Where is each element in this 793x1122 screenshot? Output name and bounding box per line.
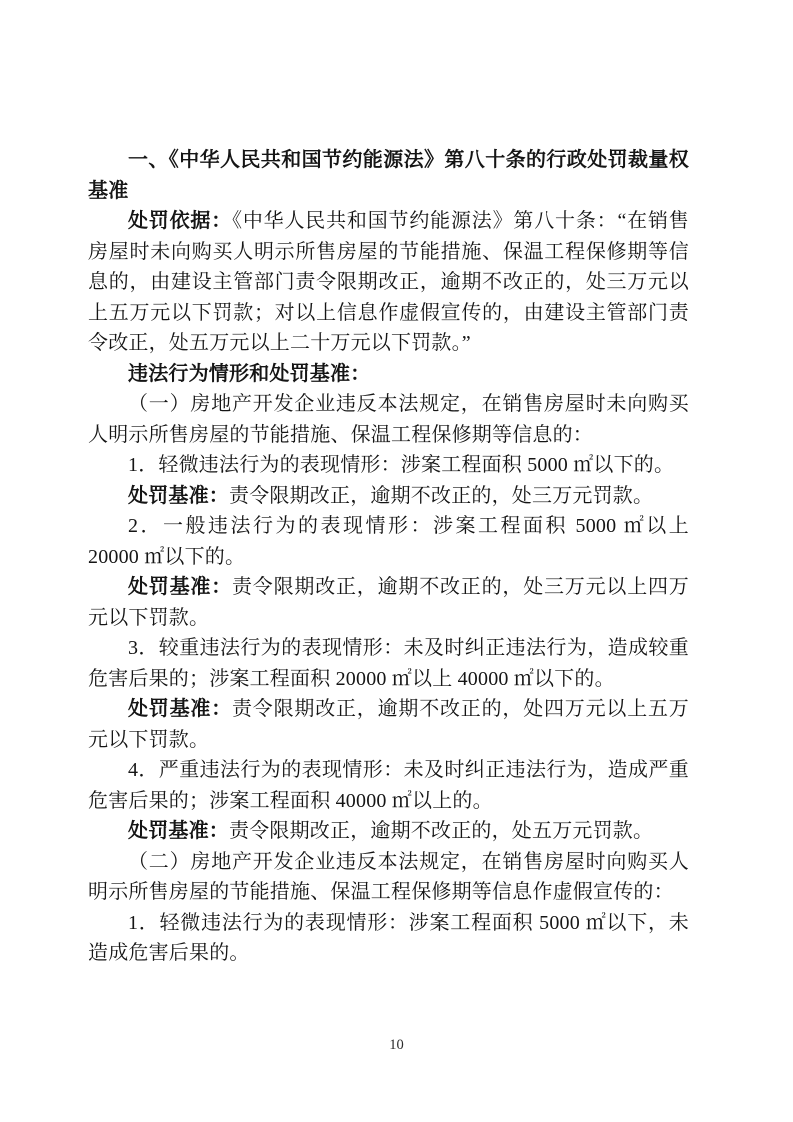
paragraph-text: 2．一般违法行为的表现情形：涉案工程面积 5000 ㎡以上 20000 ㎡以下的。	[88, 515, 689, 568]
paragraph-label: 处罚基准：	[128, 576, 232, 598]
section-heading-text: 一、《中华人民共和国节约能源法》第八十条的行政处罚裁量权基准	[88, 149, 689, 202]
paragraph-penalty-basis	[88, 206, 689, 359]
section-heading	[88, 145, 689, 206]
paragraph-text: 责令限期改正，逾期不改正的，处五万元罚款。	[229, 820, 654, 842]
paragraph-text: 《中华人民共和国节约能源法》第八十条：“在销售房屋时未向购买人明示所售房屋的节能措施、保温工程保修期等信息的，由建设主管部门责令限期改正，逾期不改正的，处三万元以上五万元以下罚款；对以上信息作虚假宣传的，由建设主管部门责令改正，处五万元以上二十万元以下罚款。”	[88, 210, 689, 354]
paragraph-case1-intro	[88, 389, 689, 450]
document-content	[88, 145, 689, 969]
paragraph-case1-item1-minor	[88, 450, 689, 481]
paragraph-text: （一）房地产开发企业违反本法规定，在销售房屋时未向购买人明示所售房屋的节能措施、保温工程保修期等信息的：	[88, 393, 689, 446]
paragraph-label: 处罚基准：	[128, 484, 229, 507]
paragraph-label: 处罚基准：	[128, 820, 229, 842]
paragraph-text: 3．较重违法行为的表现情形：未及时纠正违法行为，造成较重危害后果的；涉案工程面积 20000 ㎡以上 40000 ㎡以下的。	[88, 637, 689, 690]
paragraph-case1-item3-penalty	[88, 694, 689, 755]
paragraph-case2-item1-minor	[88, 908, 689, 969]
paragraph-text: 责令限期改正，逾期不改正的，处三万元以上四万元以下罚款。	[88, 576, 689, 629]
paragraph-text: 1．轻微违法行为的表现情形：涉案工程面积 5000 ㎡以下，未造成危害后果的。	[88, 911, 689, 964]
paragraph-situations-heading	[88, 359, 689, 390]
paragraph-label: 处罚基准：	[128, 698, 232, 720]
paragraph-text: 4．严重违法行为的表现情形：未及时纠正违法行为，造成严重危害后果的；涉案工程面积 40000 ㎡以上的。	[88, 759, 689, 812]
paragraph-case1-item4-severe	[88, 755, 689, 816]
paragraph-case1-item4-penalty	[88, 816, 689, 847]
paragraph-case2-intro	[88, 847, 689, 908]
paragraph-case1-item1-penalty	[88, 481, 689, 512]
page-number: 10	[389, 1037, 404, 1053]
paragraph-label: 处罚依据：	[128, 210, 233, 232]
paragraph-case1-item2-general	[88, 511, 689, 572]
paragraph-case1-item3-serious	[88, 633, 689, 694]
paragraph-text: 责令限期改正，逾期不改正的，处三万元罚款。	[229, 484, 654, 507]
paragraph-text: 1．轻微违法行为的表现情形：涉案工程面积 5000 ㎡以下的。	[128, 454, 675, 476]
paragraph-text: （二）房地产开发企业违反本法规定，在销售房屋时向购买人明示所售房屋的节能措施、保温工程保修期等信息作虚假宣传的：	[88, 850, 689, 903]
paragraph-label: 违法行为情形和处罚基准：	[128, 362, 371, 385]
paragraph-text: 责令限期改正，逾期不改正的，处四万元以上五万元以下罚款。	[88, 698, 689, 751]
paragraph-case1-item2-penalty	[88, 572, 689, 633]
